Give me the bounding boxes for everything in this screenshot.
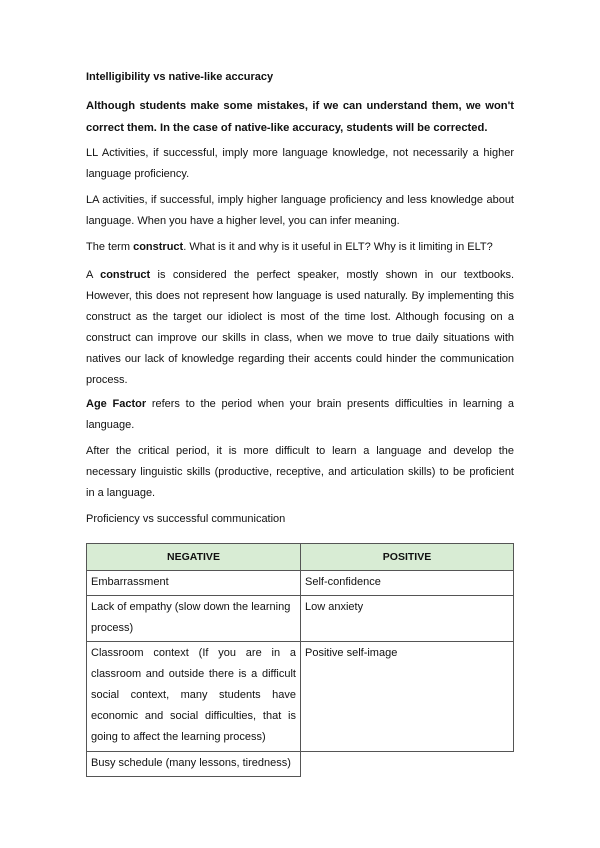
table-row: [87, 642, 514, 752]
positive-header: POSITIVE: [301, 544, 514, 571]
intelligibility-paragraph: Although students make some mistakes, if we can understand them, we won't correct them. In the case of native-like accuracy, students will be corrected.: [86, 100, 514, 134]
positive-cell: Positive self-image: [301, 642, 514, 752]
positive-cell: Low anxiety: [301, 596, 514, 642]
positive-cell: Self-confidence: [301, 571, 514, 596]
table-row: [87, 571, 514, 596]
construct-question-rest: . What is it and why is it useful in ELT? Why is it limiting in ELT?: [183, 241, 493, 253]
critical-period-paragraph: After the critical period, it is more difficult to learn a language and develop the necessary linguistic skills (productive, receptive, and articulation skills) to be proficient in a language.: [86, 445, 514, 499]
table-row: [87, 752, 514, 777]
ll-activities-paragraph: LL Activities, if successful, imply more language knowledge, not necessarily a higher language proficiency.: [86, 147, 514, 180]
construct-question-prefix: The term: [86, 241, 134, 253]
proficiency-heading: Proficiency vs successful communication: [86, 513, 286, 525]
construct-definition: [86, 265, 514, 391]
table-row: [87, 596, 514, 642]
age-factor-term: Age Factor: [86, 398, 147, 410]
negative-cell: Classroom context (If you are in a classroom and outside there is a difficult social context, many students have economic and social difficulties, that is going to affect the learning process): [87, 642, 301, 752]
age-factor-paragraph: [86, 394, 514, 436]
positive-cell-empty: [301, 752, 514, 777]
construct-definition-prefix: A: [86, 269, 101, 281]
construct-term: construct: [133, 241, 184, 253]
age-factor-rest: refers to the period when your brain presents difficulties in learning a language.: [86, 398, 514, 431]
la-activities-paragraph: LA activities, if successful, imply higher language proficiency and less knowledge about language. When you have a higher level, you can infer meaning.: [86, 194, 514, 227]
negative-positive-table: [86, 543, 514, 777]
construct-definition-rest: is considered the perfect speaker, mostly shown in our textbooks. However, this does not represent how language is used naturally. By implementing this construct as the target our idiolect is most of the time lost. Although focusing on a construct can improve our skills in class, when we move to true daily situations with natives our lack of knowledge regarding their accents could hinder the communication process.: [86, 269, 514, 386]
table-header-row: [87, 544, 514, 571]
negative-cell: Busy schedule (many lessons, tiredness): [87, 752, 301, 777]
negative-cell: Embarrassment: [87, 571, 301, 596]
construct-question: [86, 237, 514, 258]
negative-cell: Lack of empathy (slow down the learning process): [87, 596, 301, 642]
construct-definition-term: construct: [100, 269, 151, 281]
negative-header: NEGATIVE: [87, 544, 301, 571]
document-title: Intelligibility vs native-like accuracy: [86, 71, 274, 83]
